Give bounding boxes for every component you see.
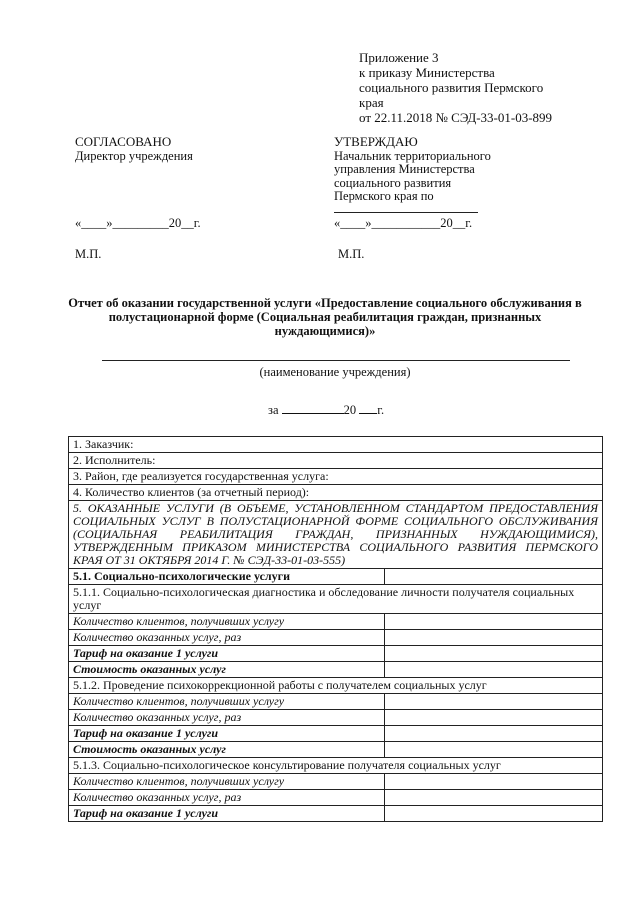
table-row [69, 790, 603, 806]
approve-line: Пермского края по [334, 189, 434, 203]
institution-line [102, 360, 570, 361]
agreed-stamp: М.П. [75, 247, 102, 261]
period-blank [282, 403, 344, 414]
table-row [69, 678, 603, 694]
value-cell [385, 614, 603, 630]
approve-line: Начальник территориального [334, 148, 491, 163]
service-title-cell: 5.1.3. Социально-психологическое консультирование получателя социальных услуг [69, 758, 603, 774]
report-title: Отчет об оказании государственной услуги «Предоставление социального обслуживания в полустационарной форме (Социальная реабилитация граждан, признанных нуждающимися)» [68, 296, 582, 338]
executor-cell: 2. Исполнитель: [69, 453, 603, 469]
table-row [69, 758, 603, 774]
value-cell [385, 790, 603, 806]
metric-label: Тариф на оказание 1 услуги [69, 726, 385, 742]
metric-label: Тариф на оказание 1 услуги [69, 806, 385, 822]
table-row [69, 646, 603, 662]
metric-label: Количество клиентов, получивших услугу [69, 694, 385, 710]
period-year: 20 [343, 403, 357, 417]
metric-label: Количество клиентов, получивших услугу [69, 774, 385, 790]
table-row [69, 585, 603, 614]
value-cell [385, 694, 603, 710]
appendix-line: к приказу Министерства [359, 65, 495, 80]
table-row [69, 453, 603, 469]
metric-label: Количество оказанных услуг, раз [69, 790, 385, 806]
report-table [68, 436, 603, 822]
table-row [69, 662, 603, 678]
appendix-line: края [359, 95, 384, 110]
table-row [69, 710, 603, 726]
section-title-cell: 5.1. Социально-психологические услуги [69, 569, 385, 585]
metric-label: Стоимость оказанных услуг [69, 742, 385, 758]
approve-block [334, 135, 491, 204]
services-heading-cell: 5. ОКАЗАННЫЕ УСЛУГИ (В ОБЪЕМЕ, УСТАНОВЛЕННОМ СТАНДАРТОМ ПРЕДОСТАВЛЕНИЯ СОЦИАЛЬНЫХ УСЛУГ В ПОЛУСТАЦИОНАРНОЙ ФОРМЕ СОЦИАЛЬНОГО ОБСЛУЖИВАНИЯ (СОЦИАЛЬНАЯ РЕАБИЛИТАЦИЯ ГРАЖДАН, ПРИЗНАННЫХ НУЖДАЮЩИМИСЯ), УТВЕРЖДЕННЫМ ПРИКАЗОМ МИНИСТЕРСТВА СОЦИАЛЬНОГО РАЗВИТИЯ ПЕРМСКОГО КРАЯ ОТ 31 ОКТЯБРЯ 2014 Г. № СЭД-33-01-03-555) [69, 501, 603, 569]
appendix-line: социального развития Пермского [359, 80, 544, 95]
table-row [69, 694, 603, 710]
appendix-line: Приложение 3 [359, 50, 439, 65]
value-cell [385, 774, 603, 790]
value-cell [385, 710, 603, 726]
table-row [69, 469, 603, 485]
period-blank [359, 403, 377, 414]
table-row [69, 630, 603, 646]
table-row [69, 614, 603, 630]
approve-date: «____»___________20__г. [334, 216, 473, 230]
table-row [69, 742, 603, 758]
table-row [69, 806, 603, 822]
table-row [69, 485, 603, 501]
value-cell [385, 742, 603, 758]
agreed-heading: СОГЛАСОВАНО [75, 134, 172, 149]
table-row [69, 569, 603, 585]
report-period [268, 403, 384, 418]
metric-label: Количество оказанных услуг, раз [69, 710, 385, 726]
approve-signature-line [334, 212, 478, 213]
metric-label: Тариф на оказание 1 услуги [69, 646, 385, 662]
table-row [69, 501, 603, 569]
table-row [69, 437, 603, 453]
period-prefix: за [268, 403, 279, 417]
service-title-cell: 5.1.1. Социально-психологическая диагностика и обследование личности получателя социальных услуг [69, 585, 603, 614]
value-cell [385, 806, 603, 822]
metric-label: Стоимость оказанных услуг [69, 662, 385, 678]
value-cell [385, 569, 603, 585]
district-cell: 3. Район, где реализуется государственная услуга: [69, 469, 603, 485]
metric-label: Количество клиентов, получивших услугу [69, 614, 385, 630]
agreed-position: Директор учреждения [75, 148, 193, 163]
appendix-line: от 22.11.2018 № СЭД-33-01-03-899 [359, 110, 553, 125]
service-title-cell: 5.1.2. Проведение психокоррекционной работы с получателем социальных услуг [69, 678, 603, 694]
clients-count-cell: 4. Количество клиентов (за отчетный период): [69, 485, 603, 501]
approve-line: социального развития [334, 175, 452, 190]
value-cell [385, 726, 603, 742]
appendix-block [359, 50, 619, 125]
agreed-block [75, 135, 193, 163]
institution-caption: (наименование учреждения) [259, 365, 411, 379]
customer-cell: 1. Заказчик: [69, 437, 603, 453]
approve-heading: УТВЕРЖДАЮ [334, 134, 418, 149]
metric-label: Количество оказанных услуг, раз [69, 630, 385, 646]
value-cell [385, 630, 603, 646]
approve-line: управления Министерства [334, 162, 475, 176]
table-row [69, 726, 603, 742]
value-cell [385, 646, 603, 662]
agreed-date: «____»_________20__г. [75, 216, 201, 230]
period-suffix: г. [377, 403, 385, 417]
value-cell [385, 662, 603, 678]
table-row [69, 774, 603, 790]
approve-stamp: М.П. [338, 247, 365, 261]
